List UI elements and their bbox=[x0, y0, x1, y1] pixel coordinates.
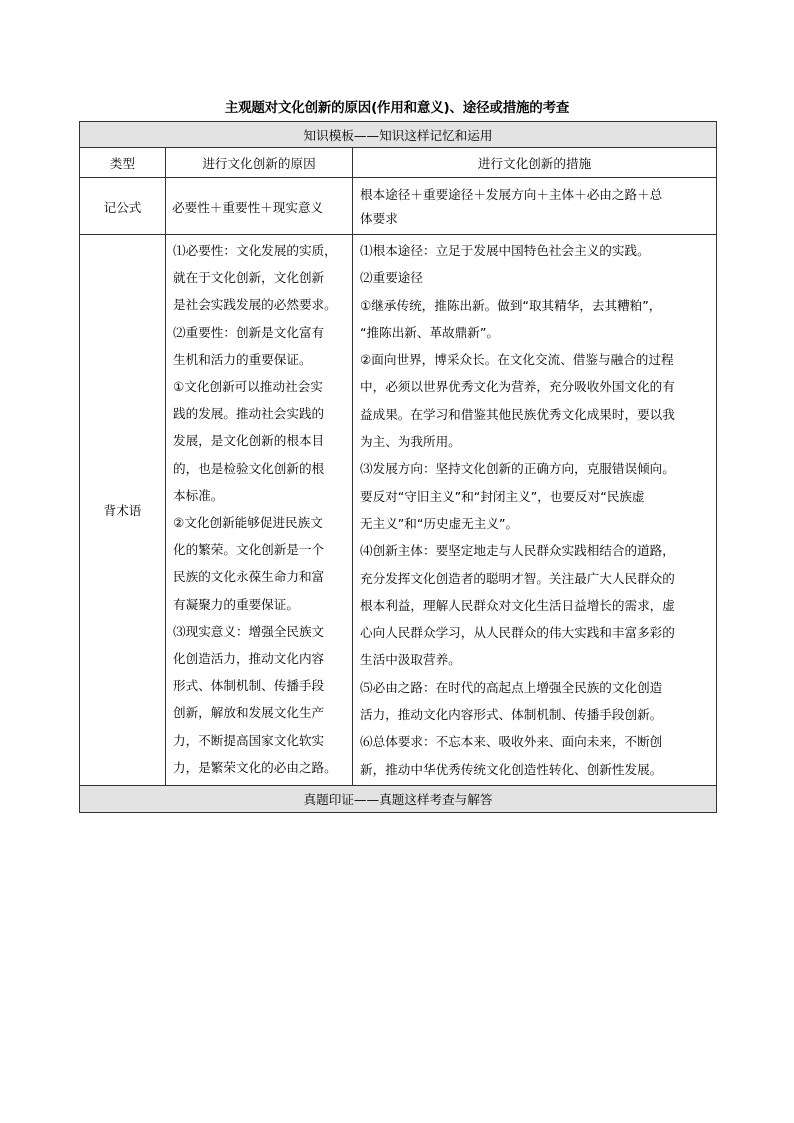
text-line: 中，必须以世界优秀文化为营养，充分吸收外国文化的有 bbox=[360, 379, 675, 395]
text-line: ②文化创新能够促进民族文 bbox=[173, 515, 323, 531]
document-title: 主观题对文化创新的原因(作用和意义)、途径或措施的考查 bbox=[224, 100, 570, 116]
knowledge-table bbox=[79, 121, 717, 813]
formula-label: 记公式 bbox=[80, 178, 166, 235]
text-line: 本标准。 bbox=[173, 487, 224, 503]
text-line: 就在于文化创新，文化创新 bbox=[173, 270, 325, 286]
text-line: ⑸必由之路：在时代的高起点上增强全民族的文化创造 bbox=[360, 679, 663, 695]
text-line: ⑷创新主体：要坚定地走与人民群众实践相结合的道路， bbox=[360, 543, 675, 559]
text-line: ⑶现实意义：增强全民族文 bbox=[173, 623, 325, 639]
formula-measures bbox=[353, 178, 717, 235]
recite-row bbox=[80, 235, 717, 786]
text-line: 形式、体制机制、传播手段 bbox=[173, 678, 325, 694]
banner-top: 知识模板——知识这样记忆和运用 bbox=[80, 122, 717, 148]
text-line: 益成果。在学习和借鉴其他民族优秀文化成果时，要以我 bbox=[360, 406, 675, 422]
banner-row-top bbox=[80, 122, 717, 148]
banner-row-bottom bbox=[80, 785, 717, 812]
text-line: 根本利益，理解人民群众对文化生活日益增长的需求，虚 bbox=[360, 597, 675, 613]
recite-measures bbox=[353, 235, 717, 786]
text-line: ②面向世界，博采众长。在文化交流、借鉴与融合的过程 bbox=[360, 352, 674, 368]
header-measures: 进行文化创新的措施 bbox=[353, 148, 717, 178]
text-line: 根本途径＋重要途径＋发展方向＋主体＋必由之路＋总 bbox=[360, 187, 663, 202]
text-line: ⑵重要性：创新是文化富有 bbox=[173, 324, 325, 340]
text-line: 活力，推动文化内容形式、体制机制、传播手段创新。 bbox=[360, 707, 663, 723]
text-line: 民族的文化永葆生命力和富 bbox=[173, 569, 325, 585]
text-line: 是社会实践发展的必然要求。 bbox=[173, 297, 337, 313]
recite-reason bbox=[166, 235, 353, 786]
text-line: 体要求 bbox=[360, 211, 398, 226]
text-line: 的，也是检验文化创新的根 bbox=[173, 460, 325, 476]
text-line: “推陈出新、革故鼎新”。 bbox=[360, 324, 499, 340]
formula-row bbox=[80, 178, 717, 235]
header-row bbox=[80, 148, 717, 178]
text-line: 发展，是文化创新的根本目 bbox=[173, 433, 325, 449]
text-line: 心向人民群众学习，从人民群众的伟大实践和丰富多彩的 bbox=[360, 625, 675, 641]
text-line: 化的繁荣。文化创新是一个 bbox=[173, 542, 325, 558]
text-line: 力，是繁荣文化的必由之路。 bbox=[173, 759, 337, 775]
text-line: 生活中汲取营养。 bbox=[360, 652, 461, 668]
text-line: 要反对“守旧主义”和“封闭主义”，也要反对“民族虚 bbox=[360, 488, 645, 504]
text-line: 创新，解放和发展文化生产 bbox=[173, 705, 325, 721]
recite-label: 背术语 bbox=[80, 235, 166, 786]
text-line: ⑵重要途径 bbox=[360, 270, 423, 286]
text-line: 力，不断提高国家文化软实 bbox=[173, 732, 325, 748]
banner-bottom: 真题印证——真题这样考查与解答 bbox=[80, 785, 717, 812]
text-line: 践的发展。推动社会实践的 bbox=[173, 406, 325, 422]
text-line: 生机和活力的重要保证。 bbox=[173, 351, 312, 367]
header-reason: 进行文化创新的原因 bbox=[166, 148, 353, 178]
formula-reason: 必要性＋重要性＋现实意义 bbox=[166, 178, 353, 235]
text-line: ①文化创新可以推动社会实 bbox=[173, 379, 323, 395]
text-line: ⑴必要性：文化发展的实质， bbox=[173, 243, 337, 258]
text-line: ①继承传统，推陈出新。做到“取其精华，去其糟粕”， bbox=[360, 297, 662, 313]
header-type: 类型 bbox=[80, 148, 166, 178]
text-line: 为主、为我所用。 bbox=[360, 434, 461, 450]
text-line: ⑹总体要求：不忘本来、吸收外来、面向未来，不断创 bbox=[360, 734, 663, 750]
text-line: 化创造活力，推动文化内容 bbox=[173, 651, 325, 667]
text-line: 无主义”和“历史虚无主义”。 bbox=[360, 515, 519, 531]
text-line: 充分发挥文化创造者的聪明才智。关注最广大人民群众的 bbox=[360, 570, 675, 586]
text-line: ⑴根本途径：立足于发展中国特色社会主义的实践。 bbox=[360, 243, 650, 258]
text-line: ⑶发展方向：坚持文化创新的正确方向，克服错误倾向。 bbox=[360, 461, 675, 477]
text-line: 新，推动中华优秀传统文化创造性转化、创新性发展。 bbox=[360, 761, 663, 777]
text-line: 有凝聚力的重要保证。 bbox=[173, 596, 299, 612]
